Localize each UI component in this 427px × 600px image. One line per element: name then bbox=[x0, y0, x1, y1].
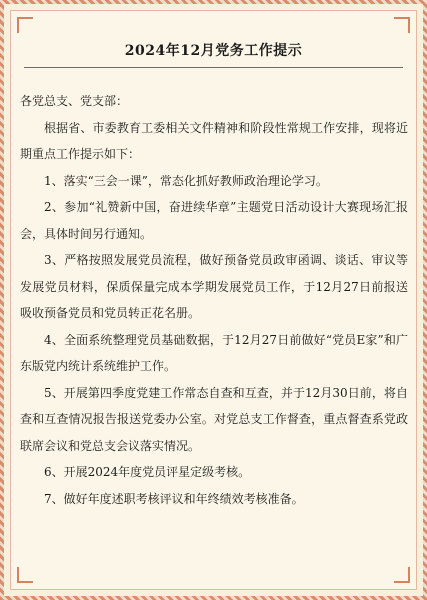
corner-ornament-top-left bbox=[17, 17, 33, 33]
corner-ornament-bottom-left bbox=[17, 567, 33, 583]
intro-paragraph: 根据省、市委教育工委相关文件精神和阶段性常规工作安排，现将近期重点工作提示如下： bbox=[20, 120, 408, 161]
list-item: 3、严格按照发展党员流程，做好预备党员政审函调、谈话、审议等发展党员材料，保质保量完成本学期发展党员工作，于12月27日前报送吸收预备党员和党员转正花名册。 bbox=[20, 253, 408, 320]
list-item: 6、开展2024年度党员评星定级考核。 bbox=[44, 465, 251, 479]
document-body bbox=[20, 88, 408, 512]
list-item: 5、开展第四季度党建工作常态自查和互查，并于12月30日前，将自查和互查情况报告报送党委办公室。对党总支工作督查，重点督查系党政联席会议和党总支会议落实情况。 bbox=[20, 385, 408, 453]
corner-ornament-top-right bbox=[394, 17, 410, 33]
title-divider bbox=[24, 67, 403, 68]
salutation: 各党总支、党支部： bbox=[20, 94, 129, 108]
list-item: 7、做好年度述职考核评议和年终绩效考核准备。 bbox=[44, 491, 304, 506]
document-title: 2024年12月党务工作提示 bbox=[124, 43, 303, 59]
list-item: 1、落实“三会一课”，常态化抓好教师政治理论学习。 bbox=[44, 173, 328, 188]
corner-ornament-bottom-right bbox=[394, 567, 410, 583]
list-item: 4、全面系统整理党员基础数据，于12月27日前做好“党员E家”和广东版党内统计系统维护工作。 bbox=[20, 332, 408, 373]
list-item: 2、参加“礼赞新中国，奋进续华章”主题党日活动设计大赛现场汇报会，具体时间另行通知。 bbox=[20, 200, 408, 241]
